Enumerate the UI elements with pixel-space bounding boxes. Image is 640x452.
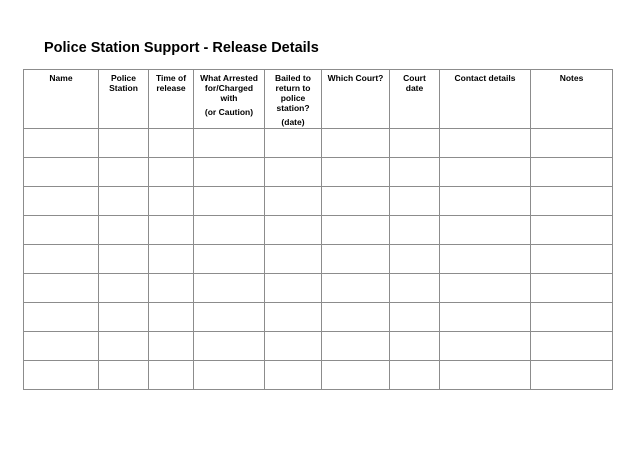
document-title: Police Station Support - Release Details [44, 40, 319, 56]
table-cell [322, 187, 390, 216]
table-cell [99, 187, 149, 216]
table-row [24, 216, 613, 245]
table-cell [322, 158, 390, 187]
table-cell [265, 361, 322, 390]
table-cell [322, 274, 390, 303]
table-cell [194, 187, 265, 216]
table-cell [440, 129, 531, 158]
table-cell [390, 245, 440, 274]
header-line: Time of [155, 73, 187, 83]
release-details-table [23, 69, 613, 390]
table-cell [194, 245, 265, 274]
table-cell [194, 361, 265, 390]
table-cell [322, 129, 390, 158]
table-cell [149, 245, 194, 274]
table-cell [149, 129, 194, 158]
table-cell [265, 245, 322, 274]
table-cell [440, 158, 531, 187]
header-notes [531, 70, 613, 129]
header-line: with [220, 93, 238, 103]
header-line: What Arrested [200, 73, 258, 83]
table-cell [265, 303, 322, 332]
table-cell [24, 187, 99, 216]
header-what-arrested [194, 70, 265, 129]
table-cell [322, 303, 390, 332]
table-cell [531, 361, 613, 390]
table-cell [24, 245, 99, 274]
table-cell [531, 274, 613, 303]
table-cell [149, 158, 194, 187]
table-cell [531, 187, 613, 216]
table-row [24, 303, 613, 332]
table-cell [440, 245, 531, 274]
table-cell [390, 332, 440, 361]
table-cell [440, 216, 531, 245]
table-row [24, 332, 613, 361]
header-which-court [322, 70, 390, 129]
table-cell [531, 158, 613, 187]
header-line: Which Court? [327, 73, 384, 83]
table-cell [322, 245, 390, 274]
table-cell [149, 332, 194, 361]
header-line: date [405, 83, 424, 93]
table-row [24, 245, 613, 274]
table-cell [149, 303, 194, 332]
table-cell [194, 274, 265, 303]
table-cell [149, 274, 194, 303]
table-cell [322, 332, 390, 361]
table-cell [531, 129, 613, 158]
table-cell [99, 245, 149, 274]
table-row [24, 187, 613, 216]
table-cell [24, 274, 99, 303]
header-line: Contact details [454, 73, 516, 83]
table-cell [265, 129, 322, 158]
table-cell [390, 361, 440, 390]
table-cell [265, 216, 322, 245]
table-cell [531, 245, 613, 274]
table-cell [24, 332, 99, 361]
header-line: Bailed to [275, 73, 311, 83]
header-time-of-release [149, 70, 194, 129]
header-line: Court [403, 73, 426, 83]
table-cell [440, 332, 531, 361]
table-cell [440, 303, 531, 332]
table-cell [194, 303, 265, 332]
table-cell [440, 274, 531, 303]
table-cell [99, 274, 149, 303]
header-row [24, 70, 613, 129]
table-cell [390, 187, 440, 216]
table-cell [265, 187, 322, 216]
table-row [24, 158, 613, 187]
table-cell [24, 303, 99, 332]
header-bailed [265, 70, 322, 129]
table-cell [390, 158, 440, 187]
table-cell [390, 129, 440, 158]
table-cell [24, 216, 99, 245]
table-row [24, 361, 613, 390]
table-cell [265, 274, 322, 303]
table-cell [194, 216, 265, 245]
table-row [24, 274, 613, 303]
header-line: Notes [559, 73, 584, 83]
table-cell [440, 187, 531, 216]
table-cell [99, 129, 149, 158]
table-cell [24, 361, 99, 390]
header-line: Station [109, 83, 138, 93]
header-line: return to [275, 83, 311, 93]
table-cell [531, 332, 613, 361]
header-line: Police [110, 73, 137, 83]
header-contact-details [440, 70, 531, 129]
table-cell [322, 216, 390, 245]
table-cell [194, 129, 265, 158]
table-cell [24, 129, 99, 158]
header-note: (or Caution) [204, 107, 254, 117]
table-cell [265, 332, 322, 361]
table-cell [99, 216, 149, 245]
table-cell [194, 158, 265, 187]
header-line: release [156, 83, 186, 93]
table-cell [99, 303, 149, 332]
table-cell [440, 361, 531, 390]
table-cell [322, 361, 390, 390]
table-cell [24, 158, 99, 187]
table-cell [531, 303, 613, 332]
table-cell [390, 274, 440, 303]
header-name [24, 70, 99, 129]
table-cell [99, 332, 149, 361]
table-cell [99, 361, 149, 390]
table-row [24, 129, 613, 158]
table-cell [149, 187, 194, 216]
table-cell [99, 158, 149, 187]
header-line: Name [49, 73, 73, 83]
header-court-date [390, 70, 440, 129]
table-cell [194, 332, 265, 361]
table-cell [149, 216, 194, 245]
header-line: station? [276, 103, 310, 113]
header-line: for/Charged [204, 83, 254, 93]
table-cell [531, 216, 613, 245]
table-cell [149, 361, 194, 390]
table-cell [265, 158, 322, 187]
table-cell [390, 303, 440, 332]
table-cell [390, 216, 440, 245]
header-note: (date) [281, 117, 305, 127]
header-police-station [99, 70, 149, 129]
header-line: police [280, 93, 306, 103]
